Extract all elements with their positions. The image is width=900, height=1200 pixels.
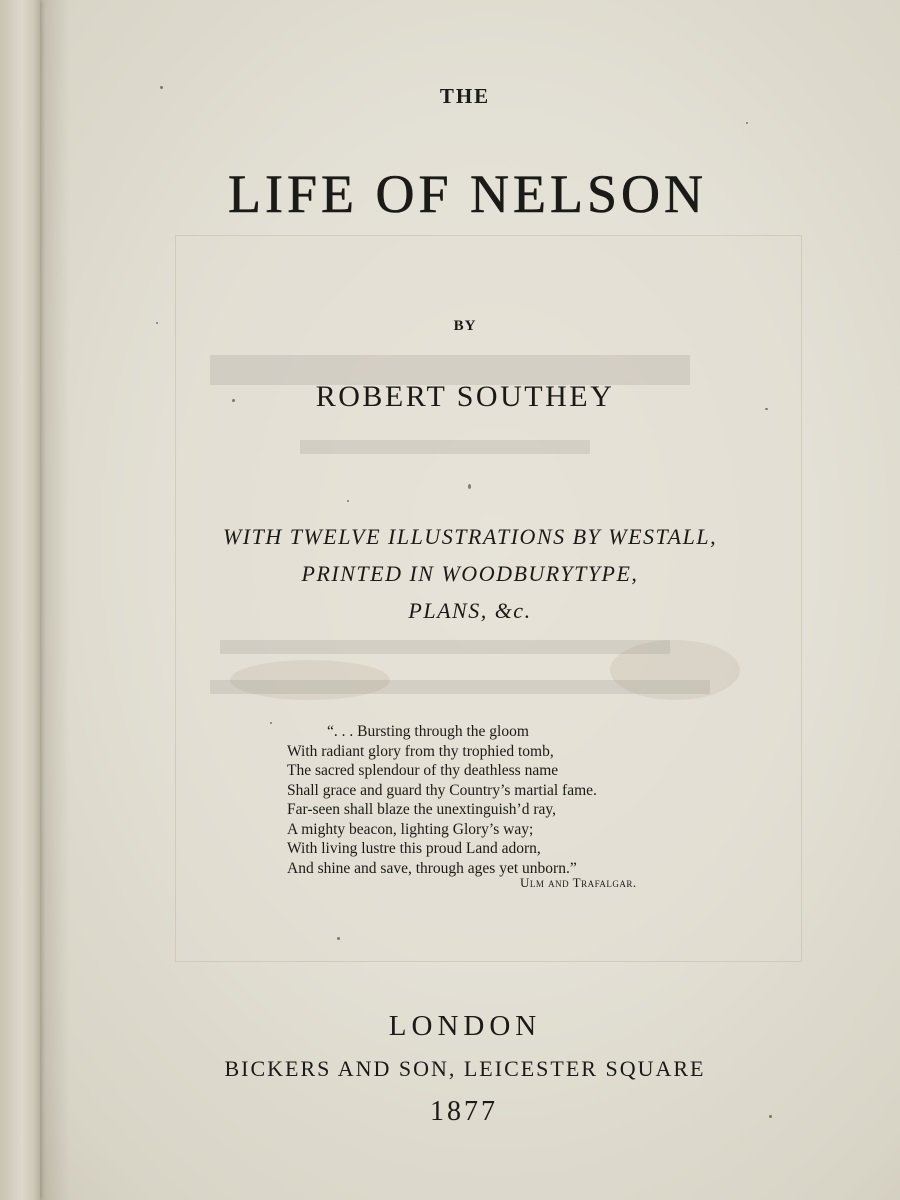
- illustrations-line: WITH TWELVE ILLUSTRATIONS BY WESTALL,: [222, 524, 718, 549]
- illustrations-note: [0, 518, 900, 629]
- ink-speck: [746, 122, 748, 124]
- foxing-stain: [610, 640, 740, 700]
- imprint-year: 1877: [430, 1096, 498, 1127]
- epigraph-line: With living lustre this proud Land adorn,: [287, 840, 541, 857]
- epigraph-line: The sacred splendour of thy deathless name: [287, 762, 559, 779]
- epigraph-line: A mighty beacon, lighting Glory’s way;: [287, 820, 534, 838]
- imprint-place: LONDON: [388, 1010, 542, 1042]
- foxing-stain: [230, 660, 390, 700]
- epigraph: [287, 722, 707, 878]
- ink-speck: [347, 500, 349, 502]
- epigraph-line: And shine and save, through ages yet unborn.”: [287, 859, 577, 877]
- ink-speck: [270, 722, 272, 724]
- epigraph-line: Shall grace and guard thy Country’s martial fame.: [287, 781, 597, 799]
- byline-label: BY: [453, 318, 477, 334]
- ink-speck: [468, 484, 471, 489]
- epigraph-line: “. . . Bursting through the gloom: [327, 723, 529, 740]
- illustrations-line: PLANS, &c.: [408, 598, 532, 623]
- epigraph-line: Far-seen shall blaze the unextinguish’d ray,: [287, 801, 556, 818]
- illustrations-line: PRINTED IN WOODBURYTYPE,: [301, 561, 639, 586]
- epigraph-source: Ulm and Trafalgar.: [520, 875, 637, 890]
- author-name: ROBERT SOUTHEY: [315, 380, 615, 413]
- book-title: LIFE OF NELSON: [227, 164, 707, 224]
- title-article: THE: [439, 84, 491, 108]
- ink-speck: [337, 937, 340, 940]
- epigraph-line: With radiant glory from thy trophied tomb,: [287, 742, 554, 760]
- imprint-publisher: BICKERS AND SON, LEICESTER SQUARE: [224, 1056, 706, 1081]
